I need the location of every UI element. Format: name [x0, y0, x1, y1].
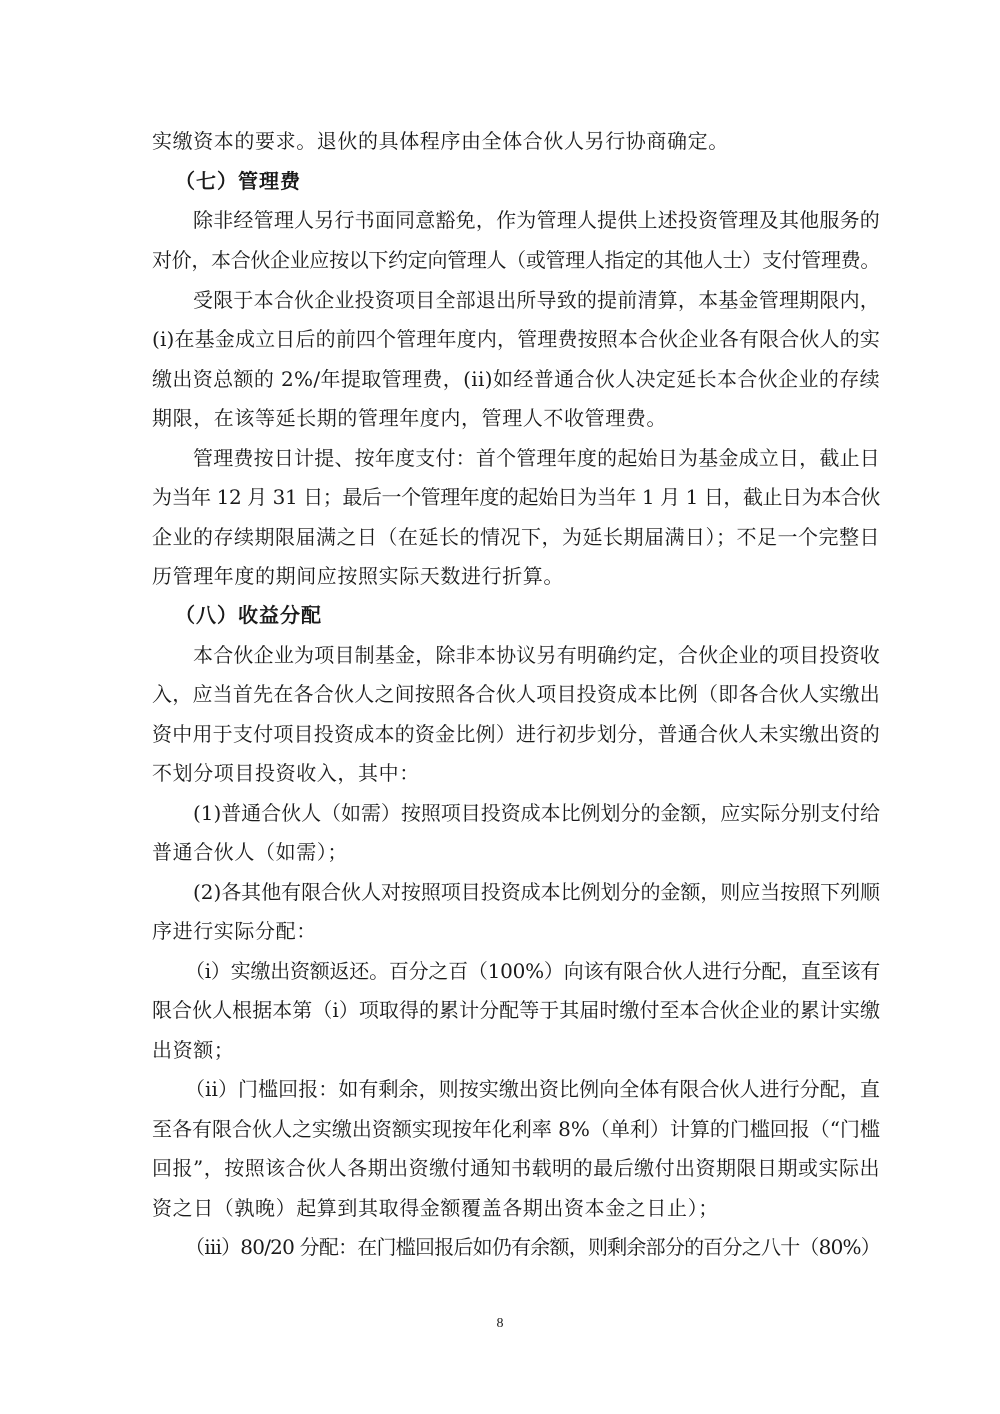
- paragraph-line: 回报”，按照该合伙人各期出资缴付通知书载明的最后缴付出资期限日期或实际出: [152, 1156, 880, 1180]
- paragraph-line: 资之日（孰晚）起算到其取得金额覆盖各期出资本金之日止）；: [152, 1196, 719, 1220]
- paragraph-line: 除非经管理人另行书面同意豁免，作为管理人提供上述投资管理及其他服务的: [193, 208, 880, 232]
- paragraph-line: 出资额；: [152, 1038, 235, 1062]
- paragraph-line: 对价，本合伙企业应按以下约定向管理人（或管理人指定的其他人士）支付管理费。: [152, 248, 880, 272]
- paragraph-line: 实缴资本的要求。退伙的具体程序由全体合伙人另行协商确定。: [152, 129, 729, 153]
- paragraph-line: 历管理年度的期间应按照实际天数进行折算。: [152, 564, 564, 588]
- paragraph-line: （ii）门槛回报：如有剩余，则按实缴出资比例向全体有限合伙人进行分配，直: [185, 1077, 880, 1101]
- paragraph-line: （iii）80/20 分配：在门槛回报后如仍有余额，则剩余部分的百分之八十（80%）: [185, 1235, 880, 1259]
- paragraph-line: (i)在基金成立日后的前四个管理年度内，管理费按照本合伙企业各有限合伙人的实: [152, 327, 880, 351]
- paragraph-line: (1)普通合伙人（如需）按照项目投资成本比例划分的金额，应实际分别支付给: [193, 801, 880, 825]
- paragraph-line: 缴出资总额的 2%/年提取管理费，(ii)如经普通合伙人决定延长本合伙企业的存续: [152, 367, 880, 391]
- paragraph-line: (2)各其他有限合伙人对按照项目投资成本比例划分的金额，则应当按照下列顺: [193, 880, 880, 904]
- paragraph-line: 期限，在该等延长期的管理年度内，管理人不收管理费。: [152, 406, 667, 430]
- page-number: 8: [496, 1316, 504, 1331]
- paragraph-line: 不划分项目投资收入，其中：: [152, 761, 420, 785]
- section-heading-profit-distribution: （八）收益分配: [175, 603, 322, 627]
- paragraph-line: 资中用于支付项目投资成本的资金比例）进行初步划分，普通合伙人未实缴出资的: [152, 722, 880, 746]
- paragraph-line: 入，应当首先在各合伙人之间按照各合伙人项目投资成本比例（即各合伙人实缴出: [152, 682, 880, 706]
- paragraph-line: 限合伙人根据本第（i）项取得的累计分配等于其届时缴付至本合伙企业的累计实缴: [152, 998, 880, 1022]
- paragraph-line: 受限于本合伙企业投资项目全部退出所导致的提前清算，本基金管理期限内，: [193, 288, 880, 312]
- paragraph-line: 为当年 12 月 31 日；最后一个管理年度的起始日为当年 1 月 1 日，截止日为本合伙: [152, 485, 880, 509]
- paragraph-line: 本合伙企业为项目制基金，除非本协议另有明确约定，合伙企业的项目投资收: [193, 643, 880, 667]
- paragraph-line: 普通合伙人（如需）；: [152, 840, 348, 864]
- paragraph-line: 至各有限合伙人之实缴出资额实现按年化利率 8%（单利）计算的门槛回报（“门槛: [152, 1117, 880, 1141]
- paragraph-line: 企业的存续期限届满之日（在延长的情况下，为延长期届满日）；不足一个完整日: [152, 525, 880, 549]
- section-heading-management-fee: （七）管理费: [175, 169, 301, 193]
- paragraph-line: （i）实缴出资额返还。百分之百（100%）向该有限合伙人进行分配，直至该有: [185, 959, 880, 983]
- paragraph-line: 管理费按日计提、按年度支付：首个管理年度的起始日为基金成立日，截止日: [193, 446, 880, 470]
- paragraph-line: 序进行实际分配：: [152, 919, 317, 943]
